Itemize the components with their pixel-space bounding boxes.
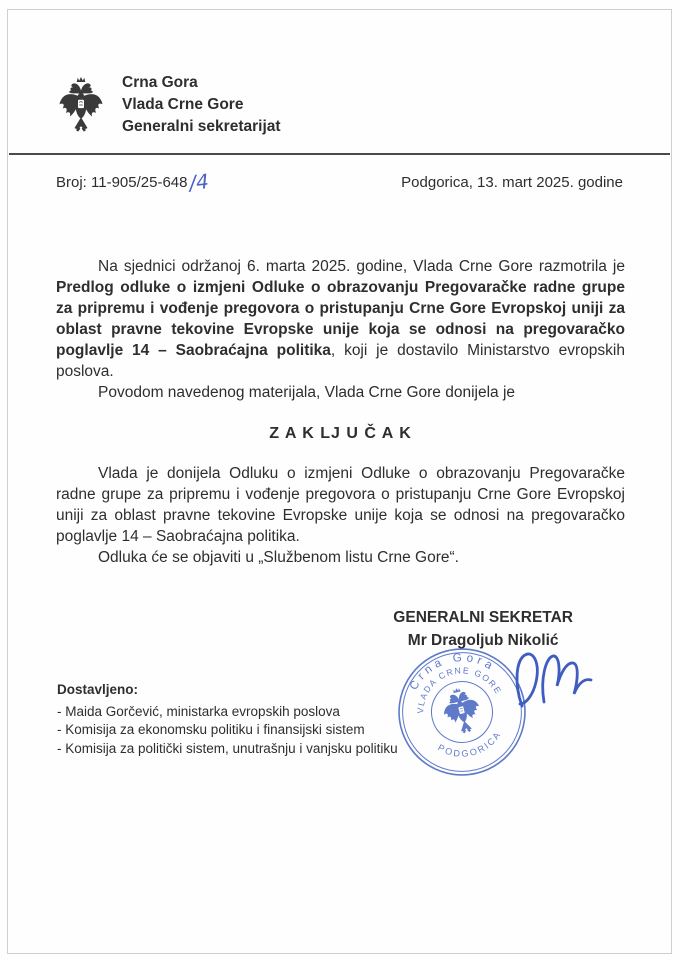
letterhead (0, 0, 679, 138)
paragraph-intro (56, 256, 625, 382)
document-body (0, 256, 679, 652)
distribution-item: - Komisija za politički sistem, unutrašnju i vanjsku politiku (57, 740, 398, 756)
stamp-center-emblem-icon (439, 684, 485, 737)
distribution-list (57, 681, 398, 758)
stamp-ring-top-text: Crna Gora (406, 650, 499, 693)
intro-text-start: Na sjednici održanoj 6. marta 2025. godine, Vlada Crne Gore razmotrila je (98, 258, 625, 275)
distribution-label: Dostavljeno: (57, 682, 139, 697)
document-meta-row (0, 155, 679, 195)
signatory-name: Mr Dragoljub Nikolić (407, 632, 559, 649)
paragraph-publication: Odluka će se objaviti u „Službenom listu Crne Gore“. (98, 549, 459, 566)
org-government: Vlada Crne Gore (122, 96, 244, 113)
stamp-ring-mid-text: VLADA CRNE GORE (415, 665, 504, 714)
coat-of-arms-icon (58, 74, 104, 136)
handwritten-annotation: /4 (188, 169, 211, 195)
svg-text:PODGORICA (434, 727, 506, 766)
document-number-line (56, 168, 211, 195)
conclusion-heading: Z A K LJ U Č A K (269, 425, 412, 442)
document-number: Broj: 11-905/25-648 (56, 174, 188, 191)
org-department: Generalni sekretarijat (122, 118, 281, 135)
proposal-title: Predlog odluke o izmjeni Odluke o obrazovanju Pregovaračke radne grupe za pripremu i vođenje pregovora o pristupanju Crne Gore Evropskoj uniji za oblast pravne tekovine Evropske unije koja se odnosi na pregovaračko poglavlje 14 – Saobraćajna politika (56, 279, 625, 359)
handwritten-signature-icon (506, 640, 606, 730)
letterhead-org-lines (122, 72, 281, 138)
place-date: Podgorica, 13. mart 2025. godine (401, 174, 623, 191)
distribution-item: - Maida Gorčević, ministarka evropskih poslova (57, 703, 340, 719)
org-country: Crna Gora (122, 74, 198, 91)
signatory-title: GENERALNI SEKRETAR (393, 609, 573, 626)
intro-text-end: , koji je dostavilo Ministarstvo evropskih poslova. (56, 342, 625, 380)
paragraph-decision: Vlada je donijela Odluku o izmjeni Odluke o obrazovanju Pregovaračke radne grupe za pripremu i vođenje pregovora o pristupanju Crne Gore Evropskoj uniji za oblast pravne tekovine Evropske unije koja se odnosi na pregovaračko poglavlje 14 – Saobraćajna politika. (56, 465, 625, 545)
stamp-ring-bottom-text: PODGORICA (436, 728, 504, 759)
paragraph-preamble: Povodom navedenog materijala, Vlada Crne Gore donijela je (98, 384, 516, 401)
distribution-item: - Komisija za ekonomsku politiku i finansijski sistem (57, 722, 365, 737)
